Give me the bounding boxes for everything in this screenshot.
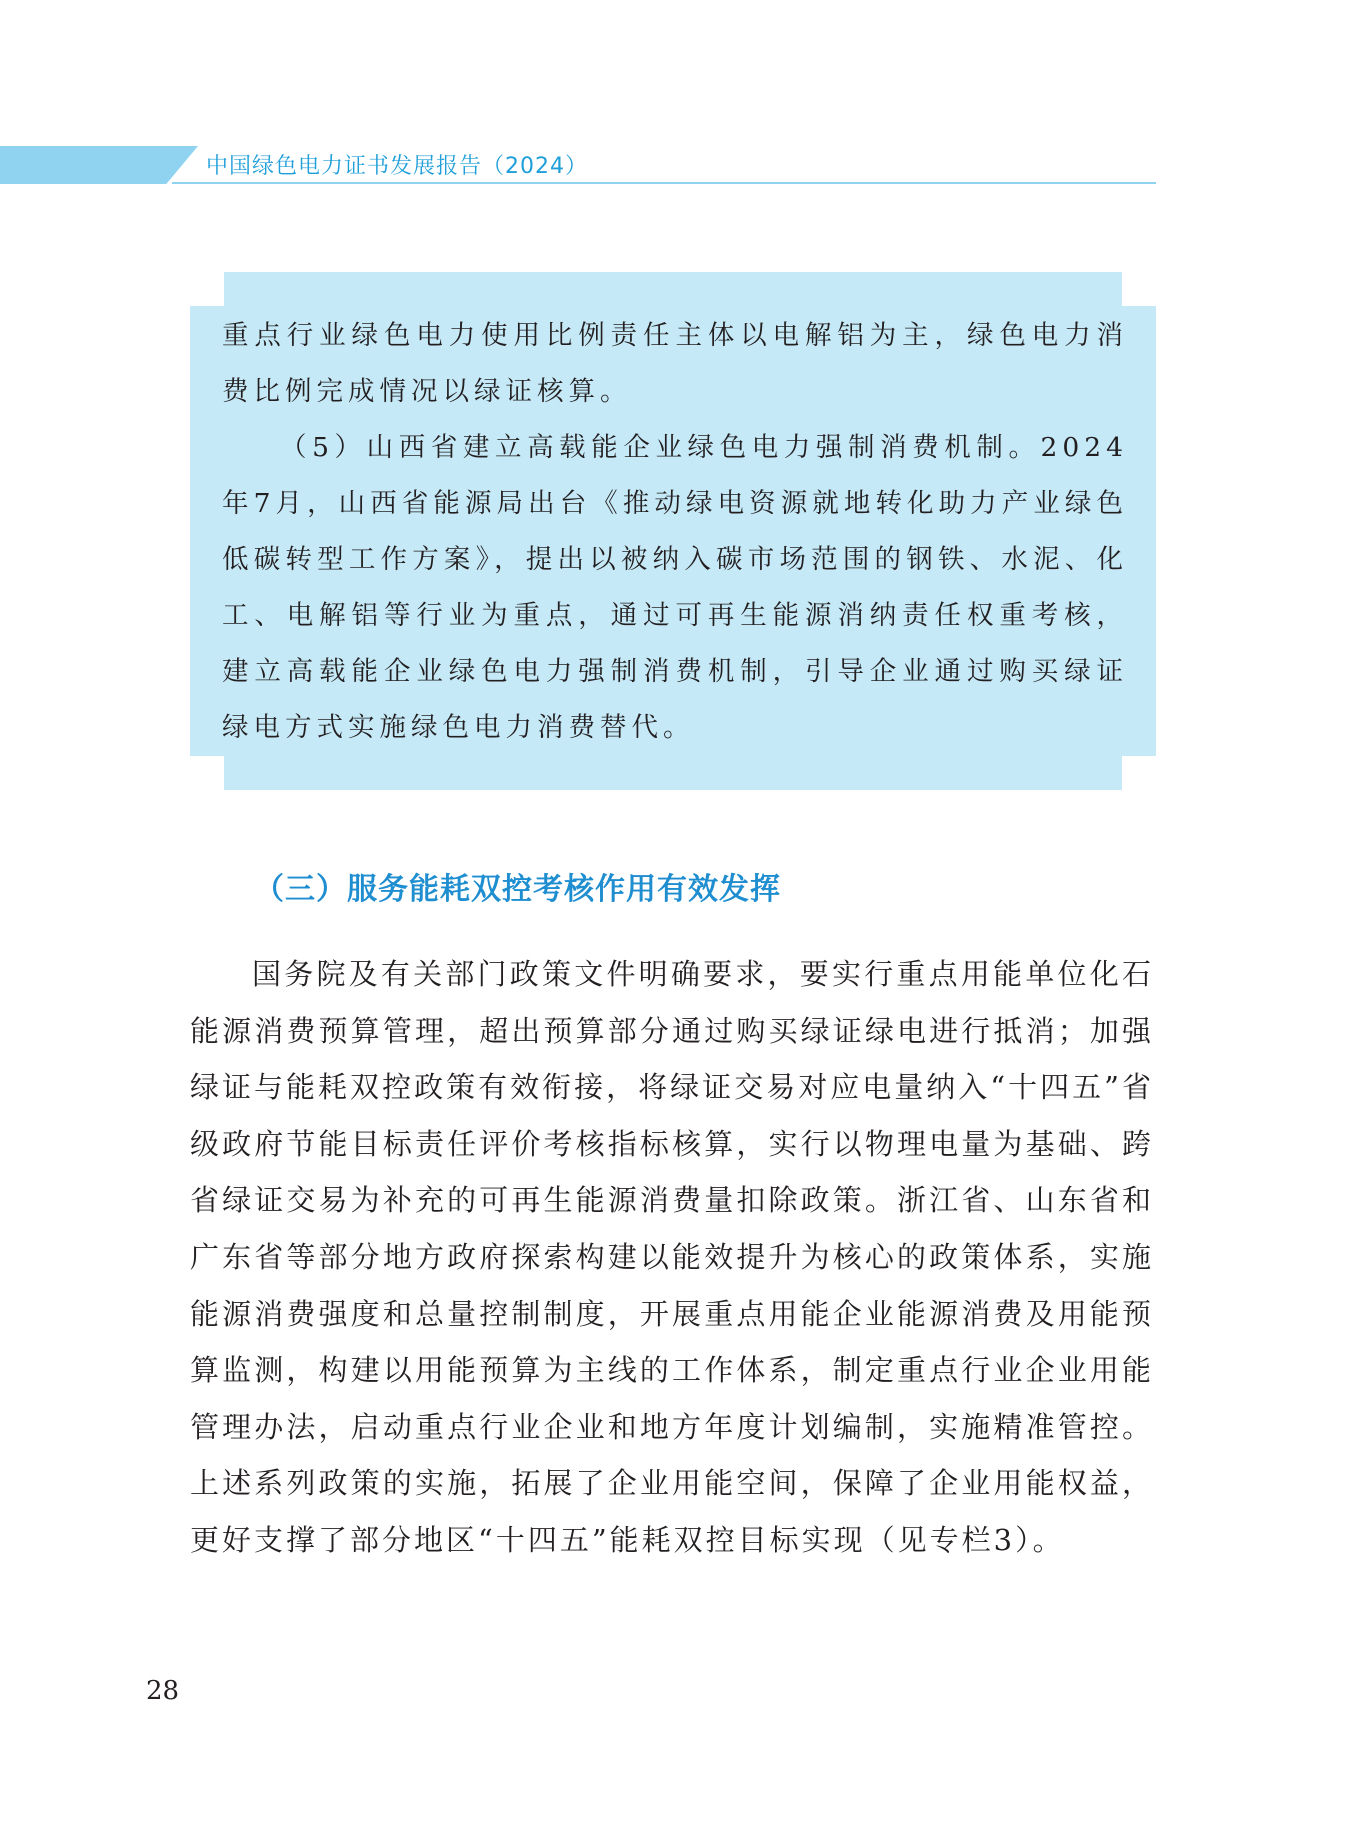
callout-text — [222, 308, 1128, 756]
header-rule — [172, 182, 1156, 184]
callout-paragraph: （5）山西省建立高载能企业绿色电力强制消费机制。2024年7月，山西省能源局出台《推动绿电资源就地转化助力产业绿色低碳转型工作方案》，提出以被纳入碳市场范围的钢铁、水泥、化工、电解铝等行业为重点，通过可再生能源消纳责任权重考核，建立高载能企业绿色电力强制消费机制，引导企业通过购买绿证绿电方式实施绿色电力消费替代。 — [222, 432, 1128, 743]
running-header-title: 中国绿色电力证书发展报告（2024） — [206, 154, 588, 179]
callout-paragraph: 重点行业绿色电力使用比例责任主体以电解铝为主，绿色电力消费比例完成情况以绿证核算。 — [222, 320, 1128, 407]
body-paragraph: 国务院及有关部门政策文件明确要求，要实行重点用能单位化石能源消费预算管理，超出预算部分通过购买绿证绿电进行抵消；加强绿证与能耗双控政策有效衔接，将绿证交易对应电量纳入“十四五”省级政府节能目标责任评价考核指标核算，实行以物理电量为基础、跨省绿证交易为补充的可再生能源消费量扣除政策。浙江省、山东省和广东省等部分地方政府探索构建以能效提升为核心的政策体系，实施能源消费强度和总量控制制度，开展重点用能企业能源消费及用能预算监测，构建以用能预算为主线的工作体系，制定重点行业企业用能管理办法，启动重点行业企业和地方年度计划编制，实施精准管控。上述系列政策的实施，拓展了企业用能空间，保障了企业用能权益，更好支撑了部分地区“十四五”能耗双控目标实现（见专栏3）。 — [190, 957, 1154, 1557]
page-number: 28 — [146, 1676, 180, 1706]
section-heading: （三）服务能耗双控考核作用有效发挥 — [254, 872, 781, 907]
header-band — [0, 146, 198, 184]
